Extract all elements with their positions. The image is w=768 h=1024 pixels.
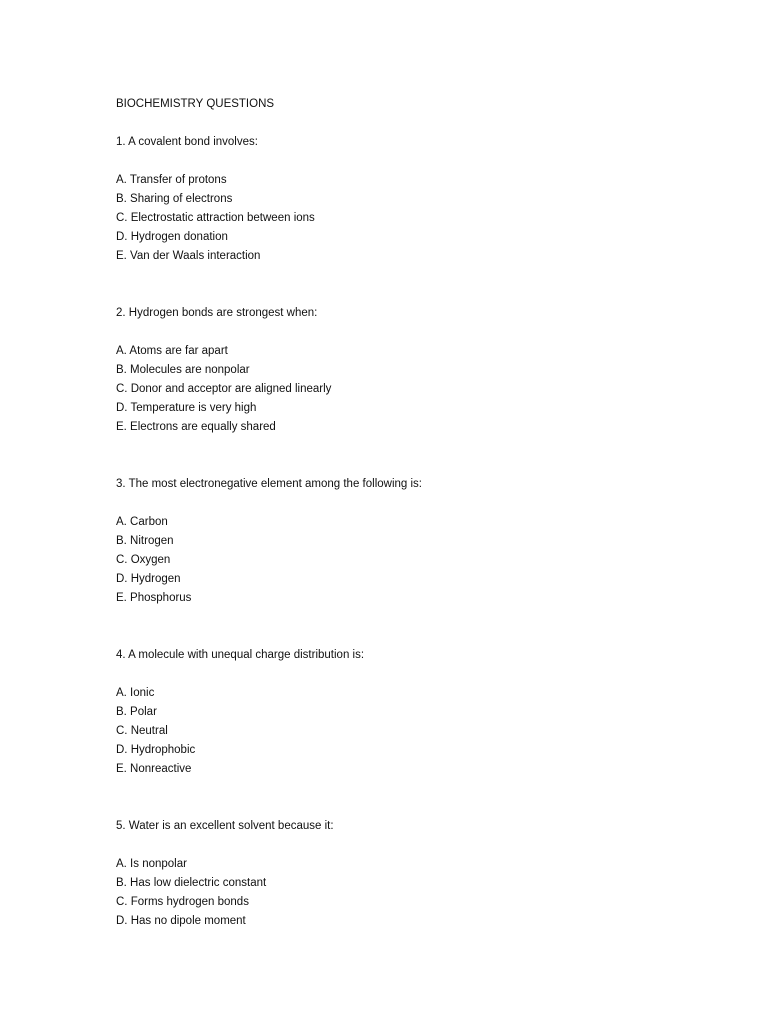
- answer-option: D. Hydrogen donation: [116, 231, 228, 243]
- document-title: BIOCHEMISTRY QUESTIONS: [116, 98, 275, 110]
- answer-option: D. Has no dipole moment: [116, 915, 246, 927]
- answer-options: [116, 342, 676, 437]
- document-body: [116, 95, 676, 931]
- question-4: [116, 646, 676, 779]
- question-text: 1. A covalent bond involves:: [116, 136, 258, 148]
- answer-option: A. Ionic: [116, 687, 155, 699]
- answer-options: [116, 171, 676, 266]
- question-text: 4. A molecule with unequal charge distribution is:: [116, 649, 365, 661]
- answer-option: A. Is nonpolar: [116, 858, 187, 870]
- question-1: [116, 133, 676, 266]
- answer-option: E. Nonreactive: [116, 763, 192, 775]
- answer-options: [116, 513, 676, 608]
- answer-option: D. Hydrophobic: [116, 744, 196, 756]
- question-3: [116, 475, 676, 608]
- answer-option: C. Electrostatic attraction between ions: [116, 212, 315, 224]
- question-text: 2. Hydrogen bonds are strongest when:: [116, 307, 318, 319]
- answer-option: A. Transfer of protons: [116, 174, 227, 186]
- answer-option: B. Molecules are nonpolar: [116, 364, 250, 376]
- answer-option: B. Nitrogen: [116, 535, 174, 547]
- answer-option: C. Donor and acceptor are aligned linearly: [116, 383, 332, 395]
- answer-options: [116, 684, 676, 779]
- question-2: [116, 304, 676, 437]
- answer-option: B. Polar: [116, 706, 157, 718]
- answer-option: D. Temperature is very high: [116, 402, 257, 414]
- answer-option: E. Electrons are equally shared: [116, 421, 276, 433]
- answer-option: C. Oxygen: [116, 554, 171, 566]
- answer-option: A. Atoms are far apart: [116, 345, 228, 357]
- answer-option: C. Forms hydrogen bonds: [116, 896, 249, 908]
- question-text: 5. Water is an excellent solvent because it:: [116, 820, 334, 832]
- answer-options: [116, 855, 676, 931]
- answer-option: E. Phosphorus: [116, 592, 192, 604]
- answer-option: A. Carbon: [116, 516, 168, 528]
- answer-option: E. Van der Waals interaction: [116, 250, 261, 262]
- question-5: [116, 817, 676, 931]
- answer-option: B. Sharing of electrons: [116, 193, 233, 205]
- answer-option: B. Has low dielectric constant: [116, 877, 267, 889]
- question-text: 3. The most electronegative element among the following is:: [116, 478, 422, 490]
- answer-option: C. Neutral: [116, 725, 168, 737]
- answer-option: D. Hydrogen: [116, 573, 181, 585]
